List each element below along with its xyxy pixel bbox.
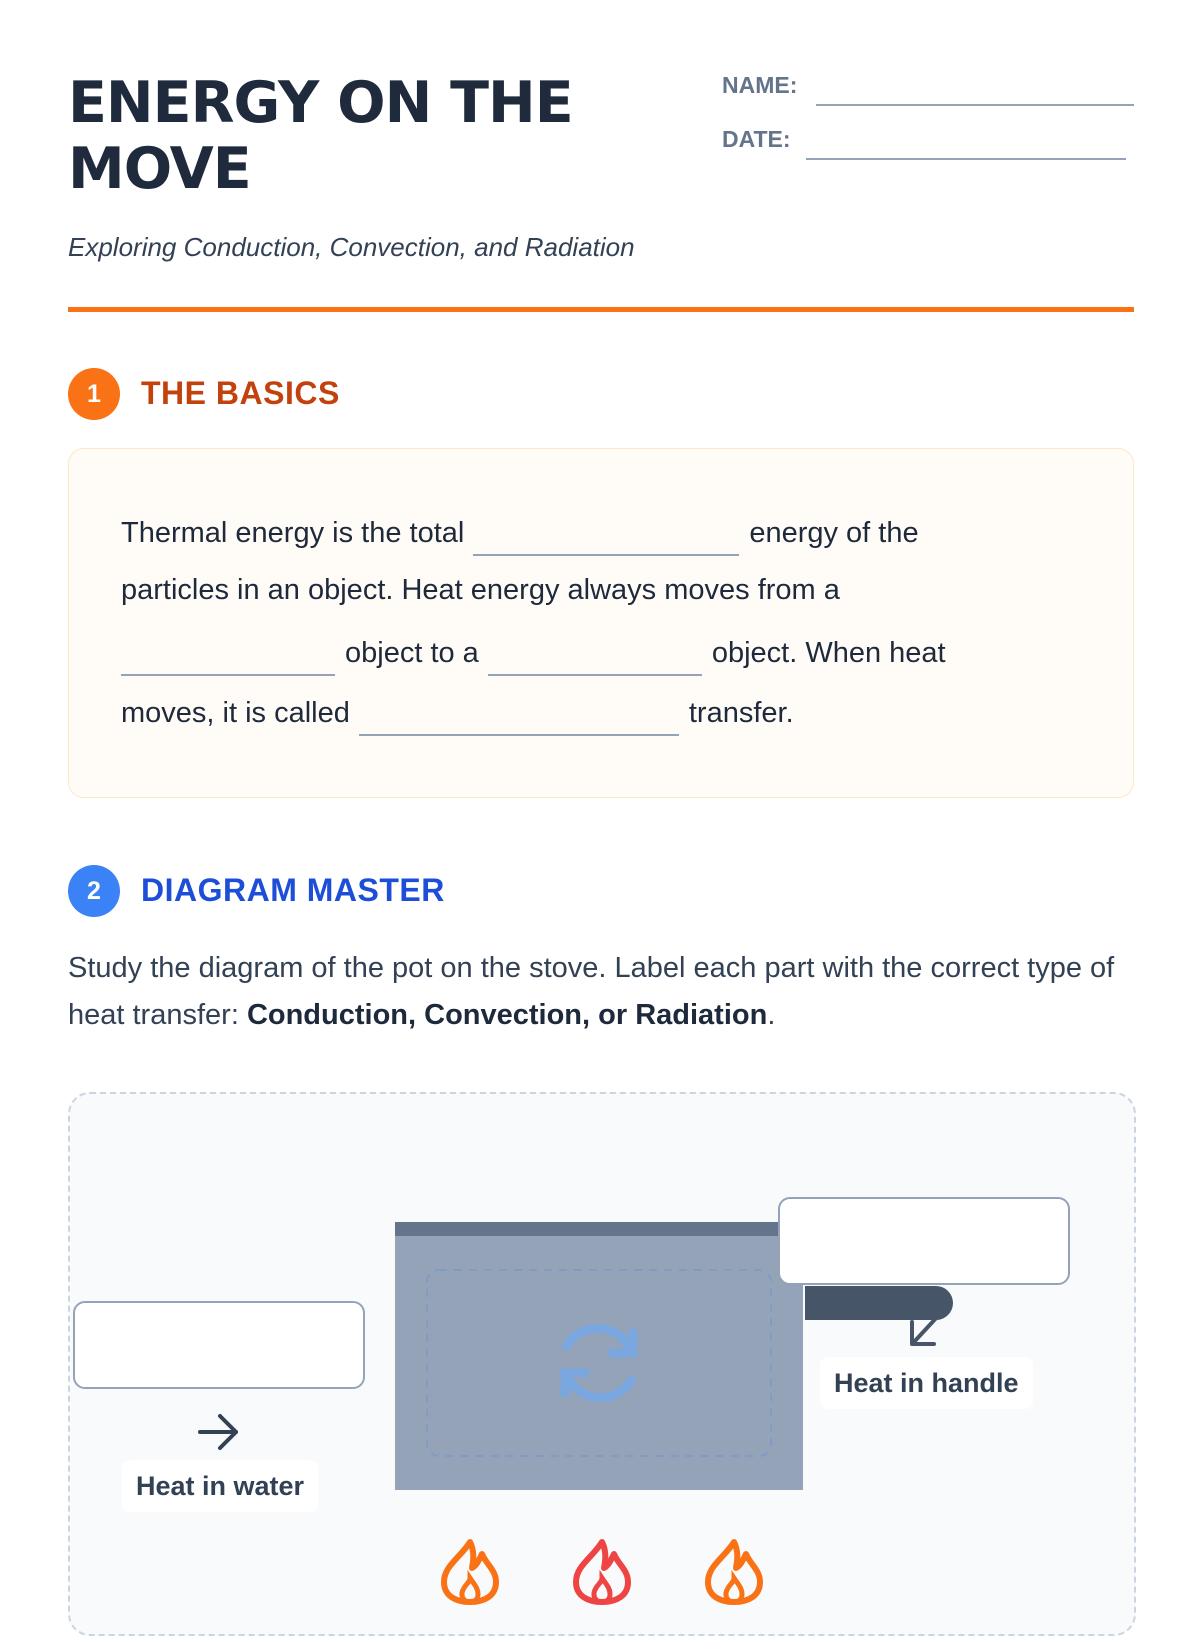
fill-in-line-1 <box>121 514 1121 556</box>
fill-in-line-2 <box>121 574 1121 607</box>
blank-cooler[interactable] <box>488 634 702 676</box>
blank-hotter[interactable] <box>121 634 335 676</box>
fill-in-text: transfer. <box>688 697 794 729</box>
section-2-badge: 2 <box>68 865 120 917</box>
page-subtitle: Exploring Conduction, Convection, and Radiation <box>68 232 635 262</box>
name-label: NAME: <box>722 72 798 98</box>
instruction-end: . <box>767 999 776 1031</box>
fill-in-text: moves, it is called <box>121 697 350 729</box>
date-label: DATE: <box>722 126 791 152</box>
fill-in-text: particles in an object. Heat energy always moves from a <box>121 574 840 606</box>
fill-in-line-3 <box>121 634 1121 676</box>
pot-rim <box>395 1222 803 1236</box>
arrow-right-icon <box>196 1410 242 1454</box>
pot-base <box>395 1452 803 1490</box>
flame-icon <box>438 1540 502 1602</box>
date-field[interactable] <box>806 158 1126 160</box>
name-field[interactable] <box>816 104 1134 106</box>
flame-icon <box>570 1540 634 1602</box>
fill-in-text: object. When heat <box>711 637 946 669</box>
blank-heat[interactable] <box>359 694 679 736</box>
section-2-title: DIAGRAM MASTER <box>141 872 445 908</box>
fill-in-text: energy of the <box>749 517 919 549</box>
page-title: ENERGY ON THE MOVE <box>68 70 573 202</box>
instruction-text: Study the diagram of the pot on the stove. Label each part with the correct type of heat transfer: <box>68 952 1115 1031</box>
handle-label-input[interactable] <box>778 1197 1070 1285</box>
arrow-down-left-icon <box>908 1312 948 1348</box>
section-1-title: THE BASICS <box>141 375 340 411</box>
section-1-badge: 1 <box>68 368 120 420</box>
header-divider <box>68 307 1134 312</box>
diagram-instructions <box>68 945 1148 1039</box>
fill-in-line-4 <box>121 694 1121 736</box>
fill-in-text: object to a <box>345 637 479 669</box>
flame-icon <box>702 1540 766 1602</box>
refresh-icon <box>549 1313 649 1413</box>
water-caption: Heat in water <box>122 1460 318 1512</box>
basics-fill-in-box <box>68 448 1134 798</box>
blank-kinetic[interactable] <box>473 514 739 556</box>
instruction-options: Conduction, Convection, or Radiation <box>246 999 768 1031</box>
fill-in-text: Thermal energy is the total <box>121 517 465 549</box>
water-label-input[interactable] <box>73 1301 365 1389</box>
handle-caption: Heat in handle <box>820 1357 1033 1409</box>
